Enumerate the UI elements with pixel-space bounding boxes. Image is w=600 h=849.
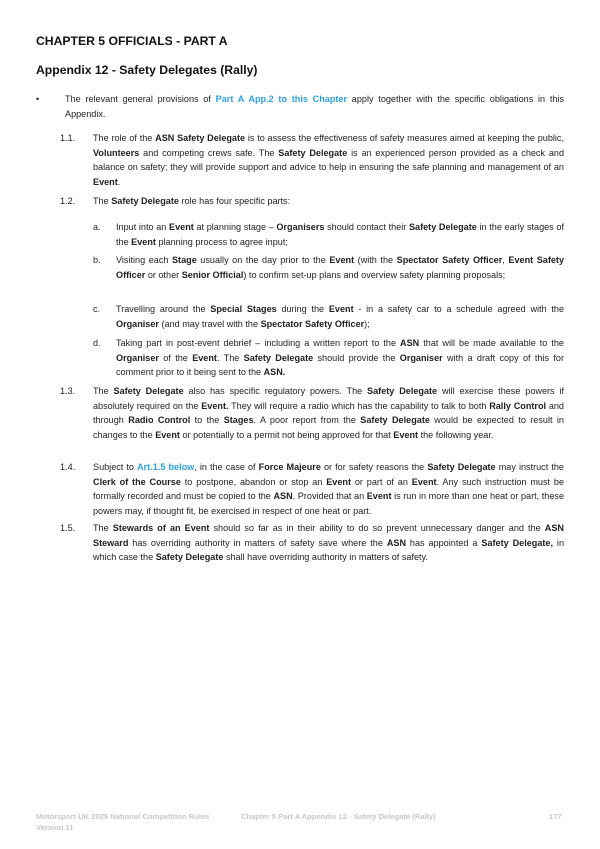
part-a-app2-link[interactable]: Part A App.2 to this Chapter [215,94,348,104]
subparagraph-letter: b. [93,255,101,265]
paragraph-number: 1.4. [60,462,76,472]
paragraph-number: 1.5. [60,523,76,533]
paragraph-number: 1.2. [60,196,76,206]
subparagraph-letter: c. [93,304,101,314]
appendix-title: Appendix 12 - Safety Delegates (Rally) [36,63,258,77]
footer-version: Version 11 [36,823,74,832]
chapter-title: CHAPTER 5 OFFICIALS - PART A [36,34,228,48]
paragraph-number: 1.3. [60,386,76,396]
subparagraph-letter: d. [93,338,101,348]
footer-rulebook: Motorsport UK 2025 National Competition Rules [36,812,210,821]
document-page: CHAPTER 5 OFFICIALS - PART A Appendix 12 - Safety Delegates (Rally) • The relevant general provisions of Part A App.2 to this Chapter apply together with the specific obligations in this Appendix. 1.1. The role of the ASN Safety Delegate is to assess the effectiveness of safety measures aimed at keeping the public, Volunteers and competing crews safe. The Safety Delegate is an experienced person provided as a check and balance on safety; they will provide support and advice to help in ensuring the safe planning and management of an Event. 1.2. The Safety Delegate role has four specific parts: a. Input into an Event at planning stage – Organisers should contact their Safety Delegate in the early stages of the Event planning process to agree input; b. Visiting each Stage usually on the day prior to the Event (with the Spectator Safety Officer, Event Safety Officer or other Senior Official) to confirm set-up plans and overview safety planning proposals; c. Travelling around the Special Stages during the Event - in a safety car to a schedule agreed with the Organiser (and may travel with the Spectator Safety Officer); d. Taking part in post-event debrief – including a written report to the ASN that will be made available to the Organiser of the Event. The Safety Delegate should provide the Organiser with a draft copy of this for comment prior to it being sent to the ASN. 1.3. The Safety Delegate also has specific regulatory powers. The Safety Delegate will exercise these powers if absolutely required on the Event. They will require a radio which has the capability to talk to both Rally Control and through Radio Control to the Stages. A poor report from the Safety Delegate would be expected to result in changes to the Event or potentially to a permit not being approved for that Event the following year. 1.4. Subject to Art.1.5 below, in the case of Force Majeure or for safety reasons the Safety Delegate may instruct the Clerk of the Course to postpone, abandon or stop an Event or part of an Event. Any such instruction must be formally recorded and must be copied to the ASN. Provided that an Event is run in more than one heat or part, these powers may, if thought fit, be exercised in respect of one heat or part. 1.5. The Stewards of an Event should so far as in their ability to do so prevent unnecessary danger and the ASN Steward has overriding authority in matters of safety save where the ASN has appointed a Safety Delegate, in which case the Safety Delegate shall have overriding authority in matters of safety. Motorsport UK 2025 National Competition Rules Version 11 Chapter 5 Part A Appendix 12 - Safety Delegate (Rally) 177 [36,34,565,832]
bullet-icon: • [36,94,40,104]
footer-left [36,811,209,833]
art-1-5-link[interactable]: Art.1.5 below [137,462,195,472]
paragraph-number: 1.1. [60,133,76,143]
page-number: 177 [549,812,562,821]
footer-section: Chapter 5 Part A Appendix 12 - Safety Delegate (Rally) [241,812,436,821]
subparagraph-letter: a. [93,222,101,232]
